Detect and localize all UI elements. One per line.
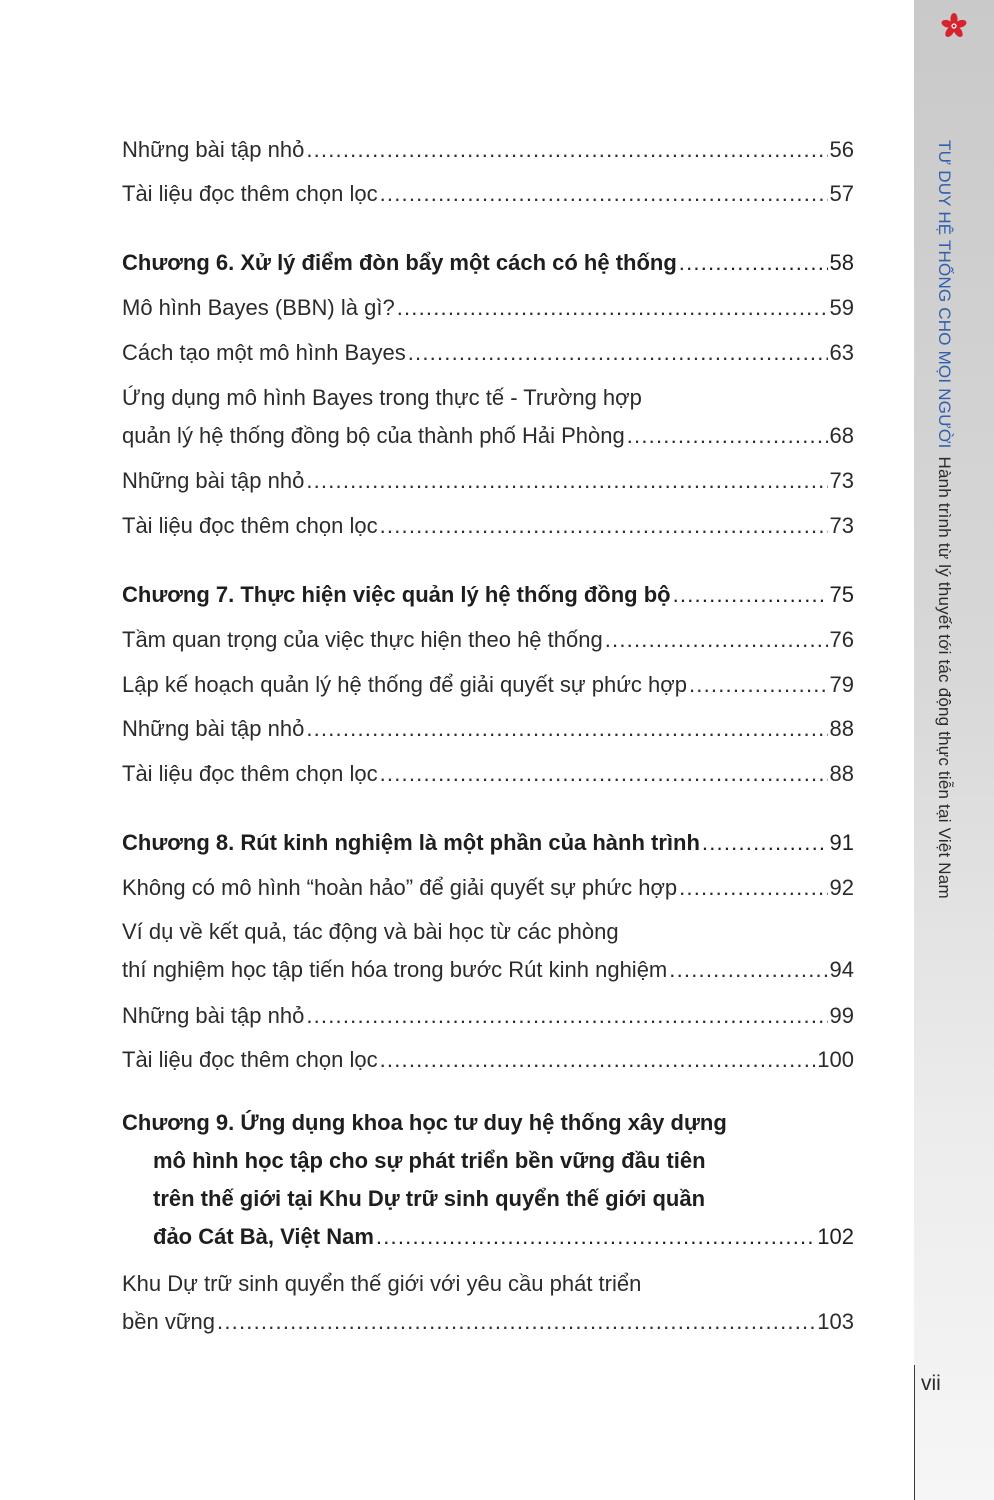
running-header [934,140,954,899]
toc-entry [122,379,854,455]
toc-entry-title-line: Khu Dự trữ sinh quyển thế giới với yêu cầu phát triển [122,1271,642,1296]
toc-entry-title: Tài liệu đọc thêm chọn lọc [122,1047,378,1072]
toc-entry-title: Những bài tập nhỏ [122,1003,305,1028]
toc-entry-title: Tài liệu đọc thêm chọn lọc [122,513,378,538]
toc-entry [122,913,854,989]
toc-entry [122,755,854,793]
toc-entry-page: 76 [829,627,854,652]
toc-entry-page: 88 [829,716,854,741]
dot-leader [605,621,828,659]
toc-entry-page: 102 [817,1224,854,1249]
toc-entry-title: quản lý hệ thống đồng bộ của thành phố Hải Phòng [122,423,625,448]
toc-chapter-title-line: trên thế giới tại Khu Dự trữ sinh quyển thế giới quần [153,1186,706,1211]
toc-chapter-title: Chương 6. Xử lý điểm đòn bẩy một cách có hệ thống [122,250,677,275]
series-title: TƯ DUY HỆ THỐNG CHO MỌI NGƯỜI [935,140,954,449]
toc-entry-page: 57 [829,181,854,206]
toc-entry-title: thí nghiệm học tập tiến hóa trong bước Rút kinh nghiệm [122,957,668,982]
toc-entry-page: 91 [829,830,854,855]
toc-entry-title: Tầm quan trọng của việc thực hiện theo hệ thống [122,627,603,652]
toc-entry-title-line: Ví dụ về kết quả, tác động và bài học từ các phòng [122,919,619,944]
toc-entry-page: 73 [829,513,854,538]
toc-entry-title: Cách tạo một mô hình Bayes [122,340,406,365]
dot-leader [679,869,827,907]
toc-entry-page: 59 [829,295,854,320]
toc-entry [122,507,854,545]
toc-entry [122,131,854,169]
toc-entry-page: 88 [829,761,854,786]
flower-logo-icon [940,12,968,40]
toc-chapter-entry [122,576,854,614]
toc-chapter-title: Chương 8. Rút kinh nghiệm là một phần của hành trình [122,830,700,855]
dot-leader [408,334,828,372]
toc-entry-title: Lập kế hoạch quản lý hệ thống để giải quyết sự phức hợp [122,672,687,697]
toc-entry-page: 56 [829,137,854,162]
toc-entry-title: Mô hình Bayes (BBN) là gì? [122,295,395,320]
series-subtitle: Hành trình từ lý thuyết tới tác động thực tiễn tại Việt Nam [935,456,954,899]
page-number: vii [921,1372,941,1395]
toc-entry [122,1041,854,1079]
dot-leader [376,1218,815,1256]
toc-chapter-title: đảo Cát Bà, Việt Nam [153,1224,374,1249]
toc-entry-page: 99 [829,1003,854,1028]
toc-entry-page: 73 [829,468,854,493]
toc-entry-page: 100 [817,1047,854,1072]
toc-entry-title: Tài liệu đọc thêm chọn lọc [122,181,378,206]
toc-entry-page: 92 [829,875,854,900]
toc-entry [122,621,854,659]
toc-chapter-entry [122,824,854,862]
dot-leader [702,824,828,862]
dot-leader [306,997,827,1035]
toc-chapter-title-line: Chương 9. Ứng dụng khoa học tư duy hệ thống xây dựng [122,1110,727,1135]
side-band [914,0,994,1500]
toc-chapter-entry [122,1104,854,1256]
toc-chapter-entry [122,244,854,282]
dot-leader [306,710,827,748]
toc-entry [122,997,854,1035]
toc-entry [122,869,854,907]
toc-entry-title-line: Ứng dụng mô hình Bayes trong thực tế - Trường hợp [122,385,642,410]
toc-entry-page: 63 [829,340,854,365]
dot-leader [380,507,828,545]
toc-entry-title: Tài liệu đọc thêm chọn lọc [122,761,378,786]
toc-entry [122,289,854,327]
dot-leader [673,576,828,614]
toc-entry [122,175,854,213]
toc-entry-page: 94 [829,957,854,982]
dot-leader [380,755,828,793]
toc-entry-page: 103 [817,1309,854,1334]
dot-leader [627,417,828,455]
toc-entry-title: Những bài tập nhỏ [122,468,305,493]
toc-entry [122,334,854,372]
toc-entry-page: 58 [829,250,854,275]
toc-entry [122,666,854,704]
dot-leader [679,244,828,282]
dot-leader [217,1303,815,1341]
dot-leader [669,951,827,989]
toc-entry-title: Những bài tập nhỏ [122,137,305,162]
toc-chapter-title-line: mô hình học tập cho sự phát triển bền vững đầu tiên [153,1148,706,1173]
toc-entry [122,710,854,748]
dot-leader [380,175,828,213]
toc-chapter-title: Chương 7. Thực hiện việc quản lý hệ thống đồng bộ [122,582,671,607]
dot-leader [397,289,828,327]
toc-entry-page: 68 [829,423,854,448]
toc-entry-title: Những bài tập nhỏ [122,716,305,741]
toc-entry-title: Không có mô hình “hoàn hảo” để giải quyết sự phức hợp [122,875,678,900]
page-number-rule [914,1365,915,1500]
toc-entry-title: bền vững [122,1309,216,1334]
toc-entry-page: 75 [829,582,854,607]
dot-leader [306,131,827,169]
toc-entry-page: 79 [829,672,854,697]
toc-entry [122,462,854,500]
toc-entry [122,1265,854,1341]
dot-leader [380,1041,816,1079]
dot-leader [306,462,827,500]
dot-leader [689,666,828,704]
